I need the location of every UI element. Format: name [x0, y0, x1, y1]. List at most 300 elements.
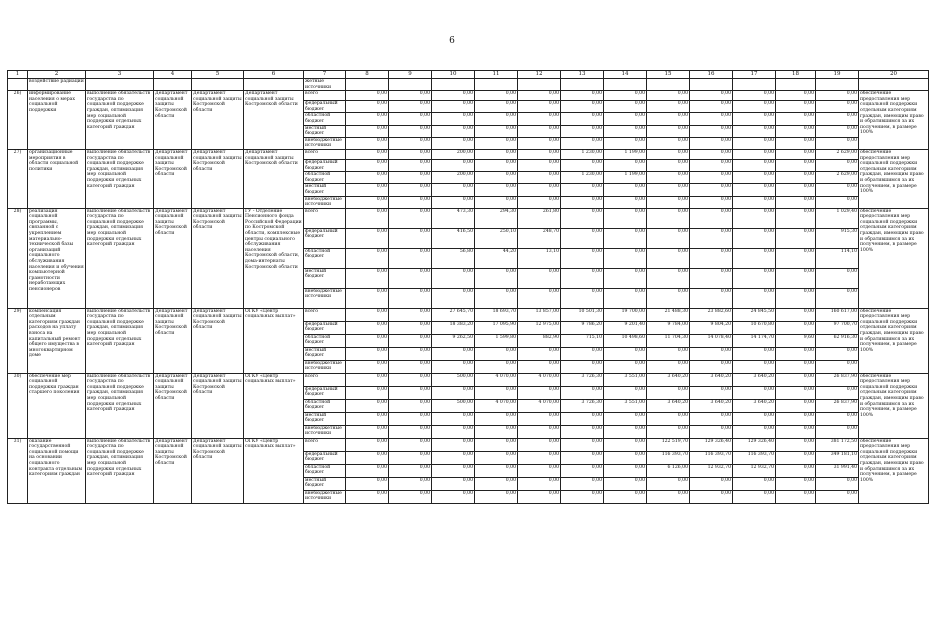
amount-cell: 0,00	[518, 451, 561, 464]
amount-cell: 0,00	[389, 373, 432, 386]
amount-cell: 0,00	[776, 91, 816, 101]
amount-cell: 0,00	[561, 248, 604, 268]
amount-cell: 0,00	[690, 113, 733, 125]
amount-cell: 0,00	[816, 490, 859, 503]
amount-cell: 0,00	[475, 288, 518, 308]
executor: Департамент социальной защиты Костромской области	[154, 208, 192, 308]
amount-cell: 0,00	[776, 412, 816, 425]
amount-cell: 4 070,00	[475, 373, 518, 386]
amount-cell: 44,20	[475, 248, 518, 268]
amount-cell: 3 640,20	[690, 399, 733, 412]
funding-source: местный бюджет	[304, 347, 346, 360]
amount-cell: 0,00	[518, 464, 561, 477]
column-number-row	[8, 71, 929, 79]
amount-cell: 3 640,20	[647, 373, 690, 386]
funding-source: всего	[304, 438, 346, 451]
amount-cell: 0,00	[733, 360, 776, 373]
amount-cell: 0,00	[690, 347, 733, 360]
co-executor: Департамент социальной защиты Костромской области	[192, 91, 244, 150]
amount-cell: 0,00	[346, 464, 389, 477]
amount-cell: 0,00	[389, 268, 432, 288]
amount-cell: 9 201,40	[604, 321, 647, 334]
amount-cell: 0,00	[776, 159, 816, 171]
amount-cell: 3 640,20	[690, 373, 733, 386]
amount-cell: 0,00	[346, 196, 389, 208]
recipient: ОГКУ «Центр социальных выплат»	[244, 438, 304, 503]
amount-cell: 0,00	[776, 360, 816, 373]
amount-cell: 0,00	[561, 490, 604, 503]
amount-cell: 0,00	[690, 288, 733, 308]
amount-cell: 0,00	[346, 308, 389, 321]
amount-cell: 12 932,70	[733, 464, 776, 477]
amount-cell: 10 501,30	[561, 308, 604, 321]
amount-cell: 349 181,10	[816, 451, 859, 464]
program-table	[7, 70, 929, 504]
amount-cell: 0,00	[776, 125, 816, 137]
amount-cell: 0,00	[389, 321, 432, 334]
amount-cell: 0,00	[733, 490, 776, 503]
amount-cell: 0,00	[389, 399, 432, 412]
amount-cell: 0,00	[776, 137, 816, 149]
amount-cell: 0,00	[776, 451, 816, 464]
funding-source: областной бюджет	[304, 334, 346, 347]
funding-source: местный бюджет	[304, 412, 346, 425]
amount-cell: 14 078,40	[690, 334, 733, 347]
amount-cell: 500,00	[432, 399, 475, 412]
amount-cell: 0,00	[561, 268, 604, 288]
amount-cell: 0,00	[690, 248, 733, 268]
amount-cell: 0,00	[647, 360, 690, 373]
amount-cell: 0,00	[776, 288, 816, 308]
amount-cell: 18 693,70	[475, 308, 518, 321]
amount-cell: 0,00	[647, 149, 690, 159]
amount-cell: 0,00	[346, 477, 389, 490]
amount-cell: 0,00	[816, 412, 859, 425]
amount-cell: 0,00	[432, 386, 475, 399]
amount-cell: 0,00	[389, 490, 432, 503]
funding-source: внебюджетные источники	[304, 425, 346, 438]
amount-cell: 0,00	[475, 159, 518, 171]
amount-cell: 0,00	[475, 91, 518, 101]
amount-cell: 1 029,40	[816, 208, 859, 228]
amount-cell: 0,00	[518, 386, 561, 399]
amount-cell: 0,00	[690, 412, 733, 425]
column-number: 7	[304, 71, 346, 79]
amount-cell: 13 857,00	[518, 308, 561, 321]
amount-cell: 0,00	[432, 438, 475, 451]
amount-cell: 0,00	[346, 184, 389, 196]
funding-source: всего	[304, 373, 346, 386]
amount-cell: 160 617,00	[816, 308, 859, 321]
expected-result: обеспечение предоставления мер социальной поддержки отдельным категориям граждан, имеющим право и обратившимся за их получением, в размере 100%	[859, 308, 929, 373]
amount-cell: 248,70	[518, 228, 561, 248]
column-number: 9	[389, 71, 432, 79]
amount-cell: 0,00	[389, 360, 432, 373]
amount-cell: 0,00	[475, 386, 518, 399]
amount-cell: 0,00	[475, 113, 518, 125]
page-number: 6	[449, 36, 455, 46]
amount-cell: 0,00	[647, 425, 690, 438]
amount-cell: 0,00	[518, 196, 561, 208]
amount-cell: 0,00	[690, 228, 733, 248]
row-number: 29)	[8, 308, 28, 373]
amount-cell: 0,00	[561, 477, 604, 490]
amount-cell: 12 932,70	[690, 464, 733, 477]
amount-cell: 0,00	[604, 360, 647, 373]
amount-cell: 0,00	[776, 308, 816, 321]
amount-cell: 0,00	[733, 172, 776, 184]
amount-cell: 0,00	[690, 137, 733, 149]
amount-cell: 0,00	[690, 477, 733, 490]
amount-cell: 122 519,70	[647, 438, 690, 451]
amount-cell: 0,00	[432, 347, 475, 360]
amount-cell: 9 262,50	[432, 334, 475, 347]
amount-cell: 0,00	[604, 477, 647, 490]
amount-cell: 14 174,70	[733, 334, 776, 347]
column-number: 5	[192, 71, 244, 79]
amount-cell: 0,00	[647, 137, 690, 149]
amount-cell: 0,00	[346, 347, 389, 360]
funding-source: областной бюджет	[304, 113, 346, 125]
amount-cell: 0,00	[776, 347, 816, 360]
expected-result: обеспечение предоставления мер социальной поддержки отдельным категориям граждан, имеющим право и обратившимся за их получением, в размере 100%	[859, 373, 929, 438]
amount-cell: 97 700,70	[816, 321, 859, 334]
amount-cell: 0,00	[432, 464, 475, 477]
amount-cell: 0,00	[816, 347, 859, 360]
amount-cell: 0,00	[690, 196, 733, 208]
amount-cell: 0,00	[604, 464, 647, 477]
amount-cell: 882,90	[518, 334, 561, 347]
funding-source: областной бюджет	[304, 248, 346, 268]
amount-cell: 0,00	[432, 137, 475, 149]
amount-cell: 0,00	[389, 125, 432, 137]
amount-cell: 0,00	[561, 196, 604, 208]
column-number: 2	[28, 71, 86, 79]
amount-cell: 0,00	[604, 91, 647, 101]
funding-source: внебюджетные источники	[304, 490, 346, 503]
measure-basis: выполнение обязательств государства по социальной поддержке граждан, оптимизация мер социальной поддержки отдельных категорий граждан	[86, 438, 154, 503]
amount-cell: 10 670,80	[733, 321, 776, 334]
amount-cell: 62 916,30	[816, 334, 859, 347]
funding-source: федеральный бюджет	[304, 101, 346, 113]
amount-cell: 0,00	[475, 149, 518, 159]
amount-cell: 0,00	[776, 438, 816, 451]
amount-cell: 3 726,30	[561, 373, 604, 386]
funding-source: областной бюджет	[304, 172, 346, 184]
amount-cell: 0,00	[604, 159, 647, 171]
amount-cell: 0,00	[816, 159, 859, 171]
executor: Департамент социальной защиты Костромской области	[154, 149, 192, 208]
measure-basis: выполнение обязательств государства по социальной поддержке граждан, оптимизация мер социальной поддержки отдельных категорий граждан	[86, 373, 154, 438]
amount-cell: 10 498,60	[604, 334, 647, 347]
amount-cell: 2 629,00	[816, 149, 859, 159]
amount-cell: 0,00	[561, 288, 604, 308]
funding-source: всего	[304, 308, 346, 321]
amount-cell: 0,00	[475, 268, 518, 288]
amount-cell: 0,00	[346, 360, 389, 373]
amount-cell: 0,00	[518, 172, 561, 184]
funding-source: федеральный бюджет	[304, 451, 346, 464]
amount-cell: 0,00	[389, 464, 432, 477]
expected-result: обеспечение предоставления мер социальной поддержки отдельным категориям граждан, имеющим право и обратившимся за их получением, в размере 100%	[859, 208, 929, 308]
executor: Департамент социальной защиты Костромской области	[154, 438, 192, 503]
amount-cell: 0,00	[604, 196, 647, 208]
amount-cell: 0,00	[432, 425, 475, 438]
measure-name: реализация социальной программы, связанной с укреплением материально-технической базы организаций социального обслуживания населения и обучения компьютерной грамотности неработающих пенсионеров	[28, 208, 86, 308]
amount-cell: 9 786,20	[561, 321, 604, 334]
amount-cell: 129 326,40	[690, 438, 733, 451]
amount-cell: 0,00	[733, 425, 776, 438]
amount-cell: 0,00	[475, 172, 518, 184]
amount-cell: 3 640,20	[733, 373, 776, 386]
amount-cell: 56,80	[432, 248, 475, 268]
amount-cell: 0,00	[561, 159, 604, 171]
amount-cell: 0,00	[432, 101, 475, 113]
funding-source: внебюджетные источники	[304, 288, 346, 308]
amount-cell: 0,00	[647, 288, 690, 308]
amount-cell: 0,00	[733, 477, 776, 490]
amount-cell: 0,00	[518, 412, 561, 425]
amount-cell: 4 070,00	[518, 373, 561, 386]
amount-cell: 0,00	[690, 386, 733, 399]
amount-cell: 0,00	[604, 268, 647, 288]
row-number: 26)	[8, 91, 28, 150]
amount-cell: 0,00	[475, 125, 518, 137]
amount-cell: 23 882,60	[690, 308, 733, 321]
column-number: 4	[154, 71, 192, 79]
row-number: 27)	[8, 149, 28, 208]
amount-cell: 4 070,00	[475, 399, 518, 412]
table-row	[8, 373, 929, 386]
row-number: 30)	[8, 373, 28, 438]
executor: Департамент социальной защиты Костромской области	[154, 308, 192, 373]
amount-cell: 0,00	[690, 149, 733, 159]
amount-cell: 0,00	[346, 113, 389, 125]
amount-cell: 18 383,20	[432, 321, 475, 334]
amount-cell: 0,00	[389, 451, 432, 464]
amount-cell: 0,00	[604, 451, 647, 464]
amount-cell: 0,00	[647, 101, 690, 113]
funding-source: местный бюджет	[304, 125, 346, 137]
amount-cell: 24 845,50	[733, 308, 776, 321]
amount-cell: 0,00	[389, 184, 432, 196]
column-number: 13	[561, 71, 604, 79]
amount-cell: 0,00	[816, 101, 859, 113]
amount-cell: 0,00	[346, 399, 389, 412]
amount-cell: 6 126,00	[647, 464, 690, 477]
table-row	[8, 208, 929, 228]
amount-cell: 0,00	[389, 113, 432, 125]
executor: Департамент социальной защиты Костромской области	[154, 373, 192, 438]
amount-cell: 0,00	[346, 172, 389, 184]
funding-source: областной бюджет	[304, 399, 346, 412]
amount-cell: 0,00	[647, 172, 690, 184]
amount-cell: 0,00	[389, 438, 432, 451]
amount-cell: 116 393,70	[733, 451, 776, 464]
amount-cell: 0,00	[604, 184, 647, 196]
amount-cell: 0,00	[776, 208, 816, 228]
amount-cell: 13,10	[518, 248, 561, 268]
amount-cell: 0,00	[816, 125, 859, 137]
amount-cell: 0,00	[647, 268, 690, 288]
amount-cell: 12 975,00	[518, 321, 561, 334]
amount-cell: 0,00	[647, 248, 690, 268]
amount-cell: 0,00	[647, 347, 690, 360]
amount-cell: 0,00	[561, 451, 604, 464]
amount-cell: 0,00	[690, 360, 733, 373]
co-executor: Департамент социальной защиты Костромской области	[192, 308, 244, 373]
amount-cell: 0,00	[389, 228, 432, 248]
amount-cell: 1 230,00	[561, 149, 604, 159]
measure-basis: выполнение обязательств государства по социальной поддержке граждан, оптимизация мер социальной поддержки отдельных категорий граждан	[86, 91, 154, 150]
amount-cell: 0,00	[432, 451, 475, 464]
amount-cell: 0,00	[733, 412, 776, 425]
amount-cell: 0,00	[389, 101, 432, 113]
amount-cell: 9 804,20	[690, 321, 733, 334]
column-number: 19	[816, 71, 859, 79]
amount-cell: 0,00	[604, 347, 647, 360]
measure-name: оказание государственной социальной помощи на основании социального контракта отдельным категориям граждан	[28, 438, 86, 503]
amount-cell: 0,00	[518, 347, 561, 360]
amount-cell: 416,50	[432, 228, 475, 248]
amount-cell: 0,00	[389, 477, 432, 490]
amount-cell: 0,00	[561, 113, 604, 125]
amount-cell: 9 784,00	[647, 321, 690, 334]
funding-source: всего	[304, 149, 346, 159]
amount-cell: 0,00	[475, 464, 518, 477]
amount-cell: 114,10	[816, 248, 859, 268]
amount-cell: 0,00	[776, 228, 816, 248]
amount-cell: 0,00	[733, 248, 776, 268]
co-executor: Департамент социальной защиты Костромской области	[192, 149, 244, 208]
amount-cell: 0,00	[776, 386, 816, 399]
amount-cell: 0,00	[432, 91, 475, 101]
funding-source: внебюджетные источники	[304, 137, 346, 149]
amount-cell: 0,00	[776, 196, 816, 208]
amount-cell: 0,00	[346, 373, 389, 386]
amount-cell: 0,00	[816, 113, 859, 125]
column-number: 12	[518, 71, 561, 79]
amount-cell: 0,00	[604, 228, 647, 248]
amount-cell: 0,00	[518, 425, 561, 438]
amount-cell: 0,00	[346, 334, 389, 347]
amount-cell: 0,00	[647, 386, 690, 399]
row-number: 28)	[8, 208, 28, 308]
amount-cell: 0,00	[690, 425, 733, 438]
amount-cell: 261,80	[518, 208, 561, 228]
amount-cell: 0,00	[776, 425, 816, 438]
column-number: 14	[604, 71, 647, 79]
amount-cell: 0,00	[518, 137, 561, 149]
amount-cell: 19 700,00	[604, 308, 647, 321]
column-number: 15	[647, 71, 690, 79]
funding-source: федеральный бюджет	[304, 321, 346, 334]
column-number: 6	[244, 71, 304, 79]
continuation-row	[8, 79, 929, 91]
amount-cell: 0,00	[690, 208, 733, 228]
amount-cell: 0,00	[647, 228, 690, 248]
amount-cell: 0,00	[776, 172, 816, 184]
amount-cell: 0,00	[561, 208, 604, 228]
amount-cell: 0,00	[733, 113, 776, 125]
amount-cell: 0,00	[432, 288, 475, 308]
amount-cell: 0,00	[647, 490, 690, 503]
amount-cell: 0,00	[816, 360, 859, 373]
amount-cell: 129 326,40	[733, 438, 776, 451]
expected-result: обеспечение предоставления мер социальной поддержки отдельным категориям граждан, имеющим право и обратившимся за их получением, в размере 100%	[859, 91, 929, 150]
amount-cell: 250,10	[475, 228, 518, 248]
expected-result: обеспечение предоставления мер социальной поддержки отдельным категориям граждан, имеющим право и обратившимся за их получением, в размере 100%	[859, 438, 929, 503]
amount-cell: 0,00	[389, 208, 432, 228]
amount-cell: 0,00	[816, 425, 859, 438]
amount-cell: 0,00	[776, 248, 816, 268]
amount-cell: 500,00	[432, 373, 475, 386]
amount-cell: 0,00	[733, 184, 776, 196]
amount-cell: 0,00	[816, 268, 859, 288]
funding-source: местный бюджет	[304, 184, 346, 196]
amount-cell: 0,00	[389, 248, 432, 268]
amount-cell: 0,00	[389, 386, 432, 399]
amount-cell: 0,00	[733, 268, 776, 288]
amount-cell: 0,00	[561, 360, 604, 373]
amount-cell: 0,00	[647, 159, 690, 171]
amount-cell: 0,00	[518, 184, 561, 196]
amount-cell: 0,00	[776, 113, 816, 125]
table-row	[8, 91, 929, 101]
amount-cell: 0,00	[475, 137, 518, 149]
column-number: 1	[8, 71, 28, 79]
amount-cell: 0,00	[776, 149, 816, 159]
amount-cell: 0,00	[346, 125, 389, 137]
amount-cell: 0,00	[475, 438, 518, 451]
amount-cell: 0,00	[776, 101, 816, 113]
amount-cell: 915,30	[816, 228, 859, 248]
amount-cell: 381 172,50	[816, 438, 859, 451]
amount-cell: 31 991,40	[816, 464, 859, 477]
amount-cell: 0,00	[389, 412, 432, 425]
amount-cell: 0,00	[346, 438, 389, 451]
amount-cell: 0,00	[475, 347, 518, 360]
amount-cell: 3 551,00	[604, 373, 647, 386]
amount-cell: 1 230,00	[561, 172, 604, 184]
amount-cell: 0,00	[518, 159, 561, 171]
amount-cell: 0,00	[561, 386, 604, 399]
amount-cell: 0,00	[604, 125, 647, 137]
amount-cell: 0,00	[518, 149, 561, 159]
amount-cell: 0,00	[776, 490, 816, 503]
amount-cell: 0,00	[561, 101, 604, 113]
column-number: 20	[859, 71, 929, 79]
amount-cell: 0,00	[690, 184, 733, 196]
amount-cell: 0,00	[561, 137, 604, 149]
funding-source: внебюджетные источники	[304, 196, 346, 208]
row-number: 31)	[8, 438, 28, 503]
amount-cell: 0,00	[518, 113, 561, 125]
amount-cell: 0,00	[389, 347, 432, 360]
amount-cell: 0,00	[816, 288, 859, 308]
amount-cell: 0,00	[346, 208, 389, 228]
amount-cell: 1 199,00	[604, 149, 647, 159]
amount-cell: 0,00	[561, 184, 604, 196]
funding-source: федеральный бюджет	[304, 159, 346, 171]
amount-cell: 0,00	[346, 91, 389, 101]
amount-cell: 0,00	[346, 490, 389, 503]
recipient: ОГКУ «Центр социальных выплат»	[244, 308, 304, 373]
column-number: 10	[432, 71, 475, 79]
amount-cell: 0,00	[389, 159, 432, 171]
funding-source: федеральный бюджет	[304, 228, 346, 248]
expected-result: обеспечение предоставления мер социальной поддержки отдельным категориям граждан, имеющим право и обратившимся за их получением, в размере 100%	[859, 149, 929, 208]
